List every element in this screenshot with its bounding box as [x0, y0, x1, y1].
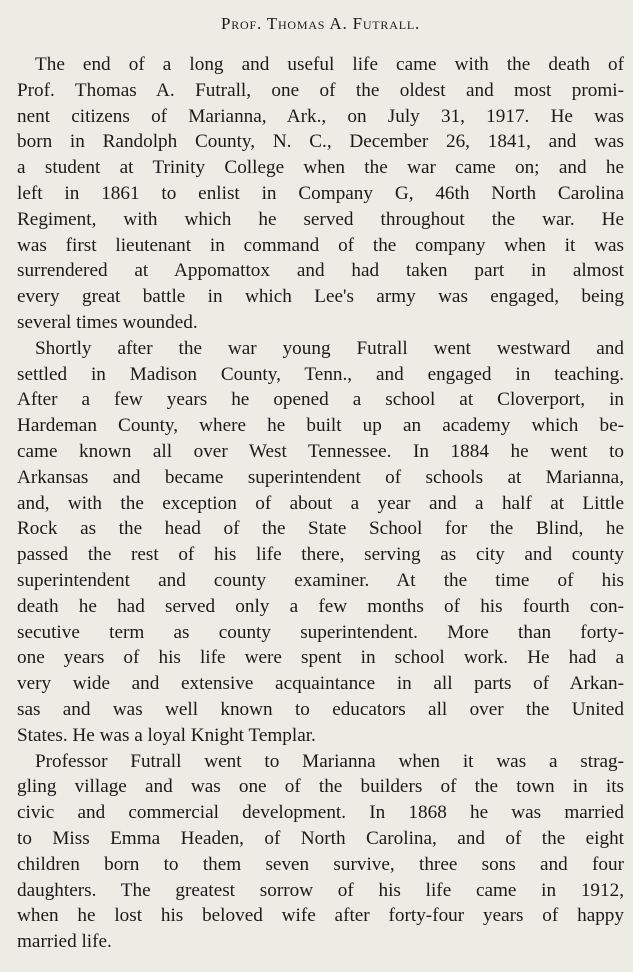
text-line: Arkansas and became superintendent of schools at Marianna,	[17, 466, 624, 488]
text-line: married life.	[17, 931, 112, 953]
text-line: passed the rest of his life there, serving as city and county	[17, 544, 624, 566]
text-line: children born to them seven survive, three sons and four	[17, 853, 624, 875]
text-line: States. He was a loyal Knight Templar.	[17, 724, 316, 746]
text-line: daughters. The greatest sorrow of his life came in 1912,	[17, 879, 624, 901]
text-line: The end of a long and useful life came with the death of	[35, 54, 624, 75]
text-line: civic and commercial development. In 1868 he was married	[17, 802, 624, 824]
text-line: when he lost his beloved wife after forty-four years of happy	[17, 905, 624, 927]
paragraph-3	[17, 749, 624, 955]
paragraph-1	[17, 52, 624, 336]
text-line: settled in Madison County, Tenn., and engaged in teaching.	[17, 363, 624, 385]
text-line: to Miss Emma Headen, of North Carolina, and of the eight	[17, 827, 624, 849]
text-line: several times wounded.	[17, 311, 198, 333]
text-line: came known all over West Tennessee. In 1884 he went to	[17, 440, 624, 462]
text-line: Rock as the head of the State School for the Blind, he	[17, 518, 624, 540]
text-line: and, with the exception of about a year and a half at Little	[17, 492, 624, 514]
text-line: nent citizens of Marianna, Ark., on July 31, 1917. He was	[17, 105, 624, 127]
text-line: After a few years he opened a school at Cloverport, in	[17, 389, 624, 411]
text-line: Shortly after the war young Futrall went westward and	[35, 337, 624, 359]
text-line: death he had served only a few months of his fourth con-	[17, 595, 624, 617]
text-line: was first lieutenant in command of the company when it was	[17, 234, 624, 256]
text-line: very wide and extensive acquaintance in all parts of Arkan-	[17, 673, 624, 695]
text-line: left in 1861 to enlist in Company G, 46th North Carolina	[17, 182, 624, 204]
text-line: every great battle in which Lee's army was engaged, being	[17, 286, 624, 308]
text-line: superintendent and county examiner. At the time of his	[17, 569, 624, 591]
paragraph-2	[17, 336, 624, 749]
text-line: surrendered at Appomattox and had taken part in almost	[17, 260, 624, 282]
text-line: gling village and was one of the builders of the town in its	[17, 776, 624, 798]
text-line: Prof. Thomas A. Futrall, one of the oldest and most promi-	[17, 79, 624, 101]
text-line: a student at Trinity College when the war came on; and he	[17, 157, 624, 179]
text-line: one years of his life were spent in school work. He had a	[17, 647, 624, 669]
text-line: sas and was well known to educators all over the United	[17, 698, 624, 720]
text-line: secutive term as county superintendent. More than forty-	[17, 621, 624, 643]
text-line: Professor Futrall went to Marianna when it was a strag-	[35, 750, 624, 772]
text-line: born in Randolph County, N. C., December 26, 1841, and was	[17, 131, 624, 153]
article-title: Prof. Thomas A. Futrall.	[220, 14, 421, 33]
text-line: Regiment, with which he served throughout the war. He	[17, 208, 624, 230]
text-line: Hardeman County, where he built up an academy which be-	[17, 415, 624, 437]
